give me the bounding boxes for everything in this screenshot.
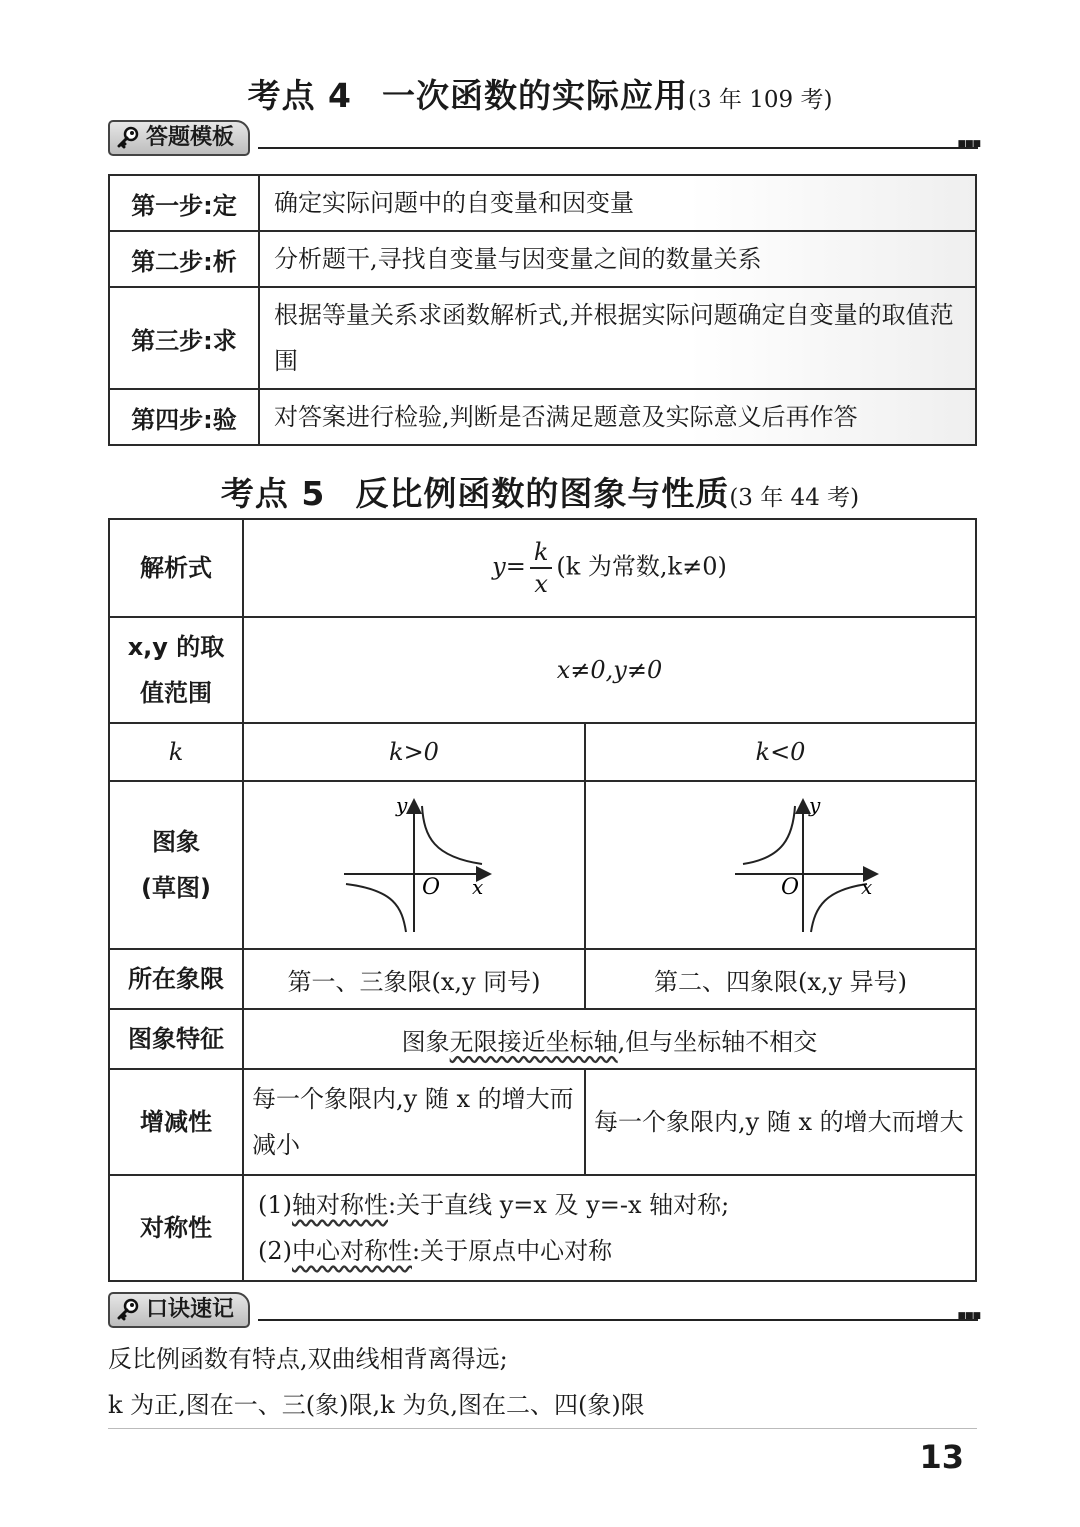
step-text: 分析题干,寻找自变量与因变量之间的数量关系: [259, 231, 976, 287]
symmetry-label: 对称性: [109, 1175, 243, 1281]
formula-lhs: y=: [492, 552, 526, 581]
formula-label: 解析式: [109, 519, 243, 617]
table-row: [109, 1175, 976, 1281]
k-positive: k>0: [243, 723, 585, 781]
domain-value: x≠0,y≠0: [243, 617, 976, 723]
feature-prefix: 图象: [401, 1027, 450, 1056]
step-text: 对答案进行检验,判断是否满足题意及实际意义后再作答: [259, 389, 976, 445]
symmetry-line-1-prefix: (1): [258, 1191, 292, 1219]
step-label: 第四步:验: [109, 389, 259, 445]
axis-x-label: x: [860, 875, 872, 899]
graph-label: [109, 781, 243, 949]
graph-positive: [243, 781, 585, 949]
table-row: [109, 1069, 976, 1175]
table-row: [109, 617, 976, 723]
banner-tag: [108, 120, 250, 156]
step-text: 确定实际问题中的自变量和因变量: [259, 175, 976, 231]
step-label: 第二步:析: [109, 231, 259, 287]
k-negative: k<0: [585, 723, 976, 781]
hyperbola-k-negative: [611, 782, 951, 942]
banner-label: 口诀速记: [146, 1297, 235, 1322]
domain-label-line1: x,y 的取: [127, 633, 225, 661]
curve-quadrant-1: [422, 806, 482, 864]
symmetry-line-1-text: :关于直线 y=x 及 y=-x 轴对称;: [388, 1191, 730, 1219]
table-row: [109, 723, 976, 781]
mnemonic-line-2: k 为正,图在一、三(象)限,k 为负,图在二、四(象)限: [108, 1391, 645, 1419]
axis-y-label: y: [808, 793, 820, 817]
axis-y-label: y: [396, 793, 408, 817]
curve-quadrant-2: [743, 806, 795, 864]
banner-tag: [108, 1292, 250, 1328]
monotonic-label: 增减性: [109, 1069, 243, 1175]
mnemonic-banner: [108, 1292, 978, 1326]
step-text: 根据等量关系求函数解析式,并根据实际问题确定自变量的取值范围: [259, 287, 976, 389]
domain-label: [109, 617, 243, 723]
quadrant-label: 所在象限: [109, 949, 243, 1009]
section5-title: 反比例函数的图象与性质: [355, 474, 730, 513]
symmetry-line-1: [258, 1182, 967, 1228]
hyperbola-k-positive: [244, 782, 584, 942]
formula-rest: (k 为常数,k≠0): [556, 552, 727, 581]
symmetry-value: [243, 1175, 976, 1281]
properties-table: [108, 518, 977, 1282]
symmetry-line-1-term: 轴对称性: [292, 1191, 388, 1219]
origin-label: O: [780, 875, 799, 900]
page-number: 13: [919, 1438, 964, 1476]
symmetry-line-2-text: :关于原点中心对称: [412, 1237, 613, 1265]
graph-label-line1: 图象: [152, 828, 200, 856]
table-row: [109, 389, 976, 445]
formula-cell: [243, 519, 976, 617]
answer-template-banner: [108, 120, 978, 154]
section5-heading: [0, 468, 1080, 515]
table-row: [109, 949, 976, 1009]
feature-suffix: ,但与坐标轴不相交: [617, 1027, 818, 1056]
curve-quadrant-3: [346, 884, 406, 932]
domain-label-line2: 值范围: [140, 679, 212, 707]
feature-value: [243, 1009, 976, 1069]
section5-number: 考点 5: [220, 474, 326, 513]
feature-emphasis: 无限接近坐标轴: [449, 1027, 618, 1056]
monotonic-positive: 每一个象限内,y 随 x 的增大而减小: [243, 1069, 585, 1175]
table-row: [109, 175, 976, 231]
feature-label: 图象特征: [109, 1009, 243, 1069]
banner-dots: ■■■: [957, 1311, 980, 1321]
table-row: [109, 519, 976, 617]
bottom-divider: [108, 1428, 977, 1429]
section4-number: 考点 4: [247, 76, 353, 115]
graph-negative: [585, 781, 976, 949]
axis-x-label: x: [472, 875, 484, 899]
monotonic-negative: 每一个象限内,y 随 x 的增大而增大: [585, 1069, 976, 1175]
quadrant-positive: 第一、三象限(x,y 同号): [243, 949, 585, 1009]
section4-title: 一次函数的实际应用: [382, 76, 689, 115]
table-row: [109, 781, 976, 949]
banner-rule: [258, 1319, 978, 1321]
table-row: [109, 231, 976, 287]
banner-dots: ■■■: [957, 139, 980, 149]
quadrant-negative: 第二、四象限(x,y 异号): [585, 949, 976, 1009]
table-row: [109, 287, 976, 389]
step-label: 第三步:求: [109, 287, 259, 389]
symmetry-line-2-prefix: (2): [258, 1237, 292, 1265]
mnemonic-line-1: 反比例函数有特点,双曲线相背离得远;: [108, 1345, 508, 1373]
symmetry-line-2-term: 中心对称性: [292, 1237, 412, 1265]
formula-denominator: x: [534, 570, 548, 598]
symmetry-line-2: [258, 1228, 967, 1274]
origin-label: O: [422, 875, 441, 900]
key-icon: [116, 1298, 140, 1322]
steps-table: [108, 174, 977, 446]
formula-numerator: k: [530, 537, 553, 569]
banner-rule: [258, 147, 978, 149]
step-label: 第一步:定: [109, 175, 259, 231]
table-row: [109, 1009, 976, 1069]
key-icon: [116, 126, 140, 150]
curve-quadrant-4: [811, 884, 867, 932]
k-label: k: [109, 723, 243, 781]
section5-meta: (3 年 44 考): [729, 485, 860, 511]
formula-fraction: [530, 537, 553, 599]
banner-label: 答题模板: [146, 125, 235, 150]
section4-meta: (3 年 109 考): [688, 87, 833, 113]
graph-label-line2: (草图): [141, 874, 211, 902]
section4-heading: [0, 70, 1080, 117]
